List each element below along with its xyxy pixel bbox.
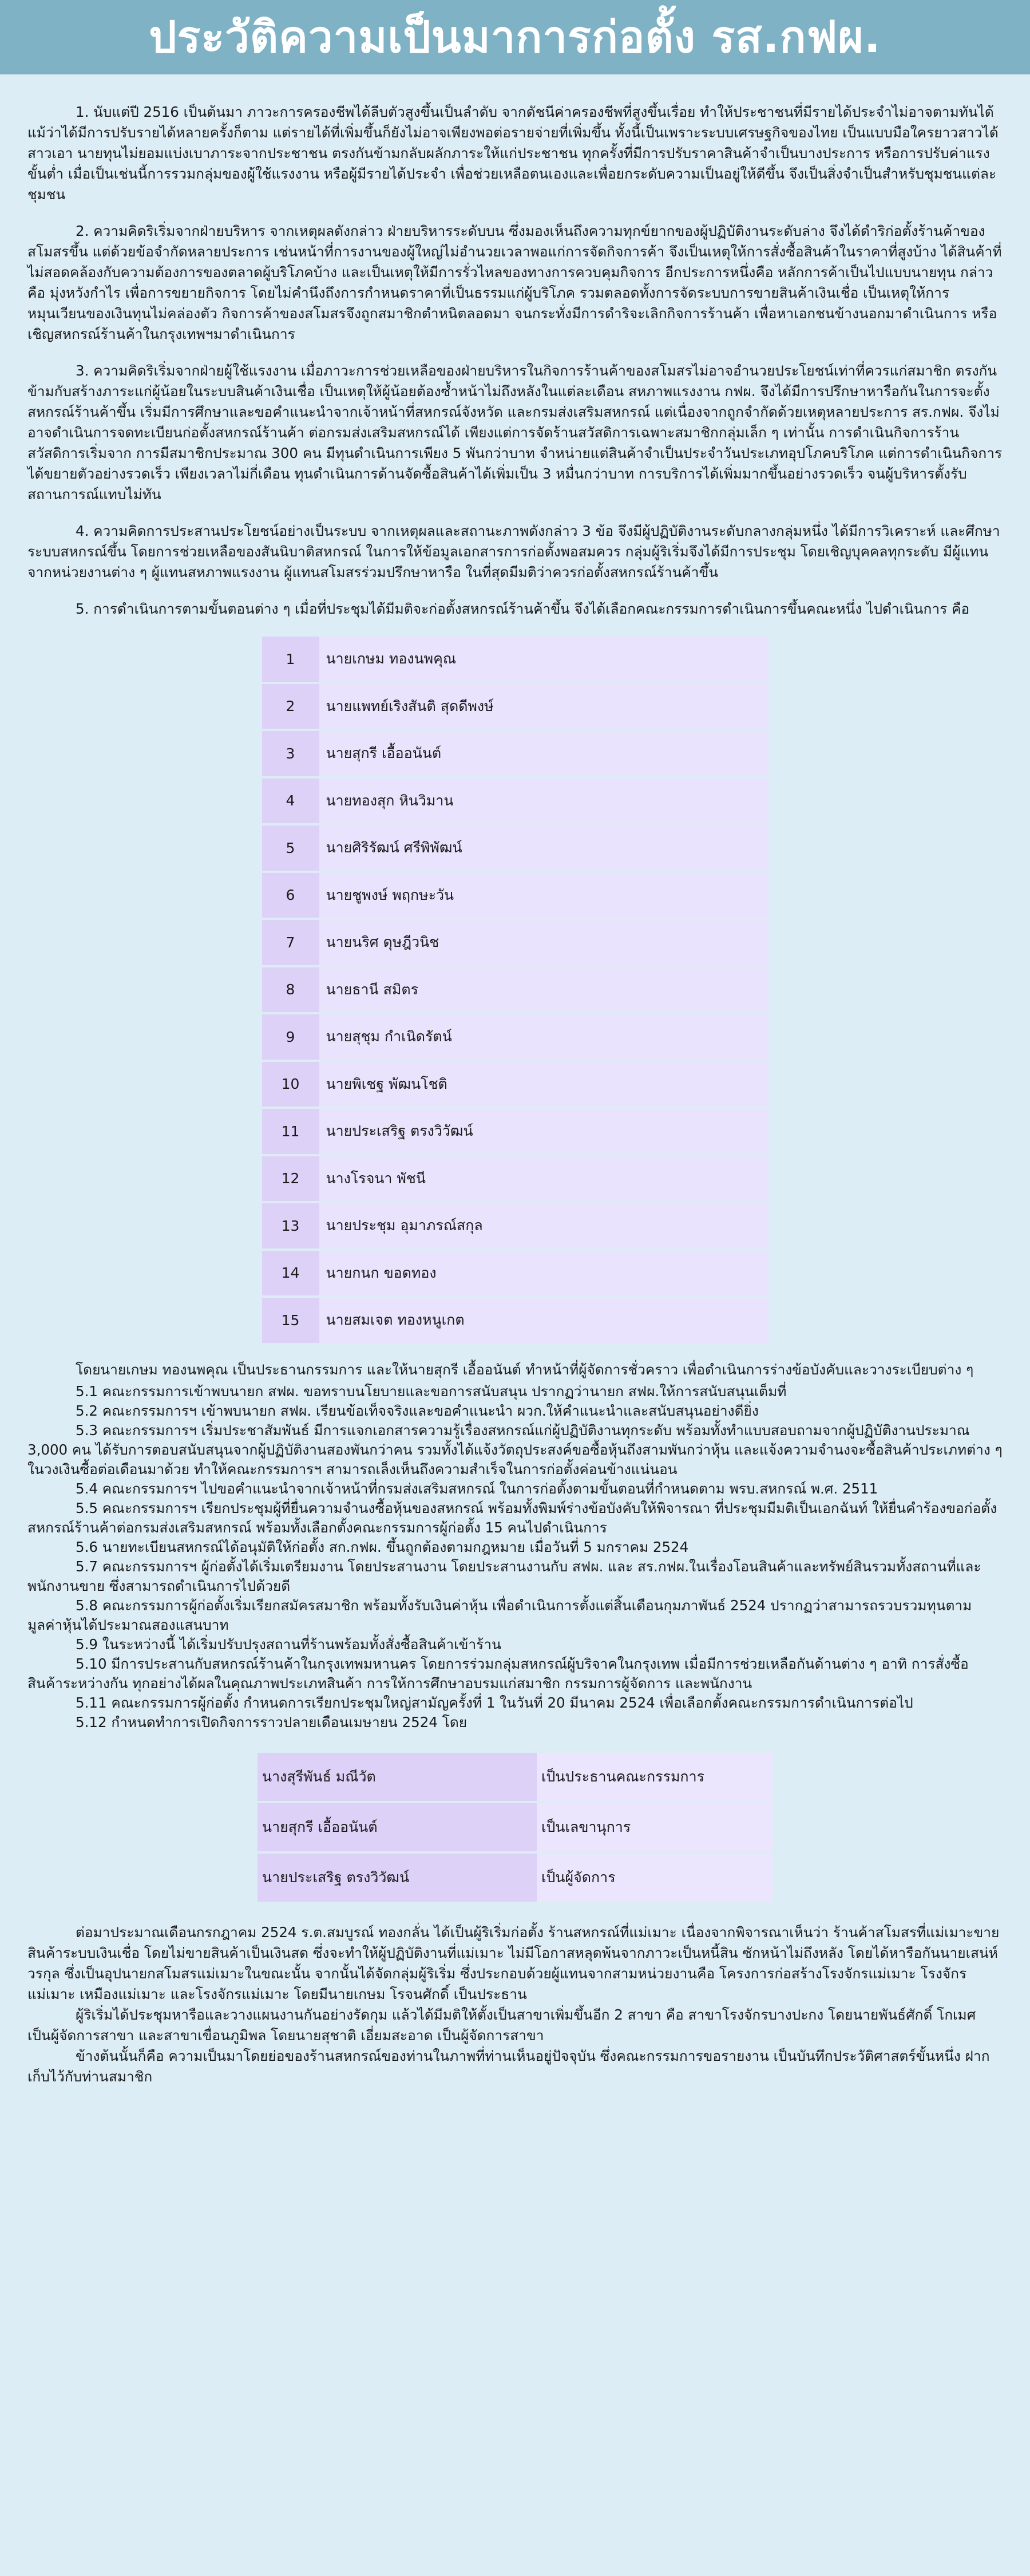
committee-member-name: นายพิเชฐ พัฒนโชติ [319,1060,768,1107]
committee-row [262,1012,768,1060]
committee-number: 3 [262,729,319,776]
committee-row [262,871,768,918]
committee-row [262,823,768,871]
committee-row [262,1154,768,1202]
committee-row [262,1295,768,1343]
committee-member-name: นายนริศ ดุษฎีวนิช [319,918,768,965]
closing-paragraph-2: ผู้ริเริ่มได้ประชุมหารือและวางแผนงานกันอย่างรัดกุม แล้วได้มีมติให้ตั้งเป็นสาขาเพิ่มขึ้นอีก 2 สาขา คือ สาขาโรงจักรบางปะกง โดยนายพันธ์ศักดิ์ โกเมศ เป็นผู้จัดการสาขา และสาขาเขื่อนภูมิพล โดยนายสุชาติ เอี่ยมสะอาด เป็นผู้จัดการสาขา [27,2006,976,2044]
committee-number: 2 [262,682,319,729]
committee-number: 8 [262,965,319,1013]
action-item: 5.8 คณะกรรมการผู้ก่อตั้งเริ่มเรียกสมัครสมาชิก พร้อมทั้งรับเงินค่าหุ้น เพื่อดำเนินการตั้งแต่สิ้นเดือนกุมภาพันธ์ 2524 ปรากฏว่าสามารถรวบรวมทุนตามมูลค่าหุ้นได้ประมาณสองแสนบาท [27,1597,972,1633]
paragraph-2: 2. ความคิดริเริ่มจากฝ่ายบริหาร จากเหตุผลดังกล่าว ฝ่ายบริหารระดับบน ซึ่งมองเห็นถึงความทุกข์ยากของผู้ปฏิบัติงานระดับล่าง จึงได้ดำริก่อตั้งร้านค้าของสโมสรขึ้น แต่ด้วยข้อจำกัดหลายประการ เช่นหน้าที่การงานของผู้ใหญ่ไม่อำนวยเวลาพอแก่การจัดกิจการค้า จึงเป็นเหตุให้การสั่งซื้อสินค้าในราคาที่สูงบ้าง ได้สินค้าที่ไม่สอดคล้องกับความต้องการของตลาดผู้บริโภคบ้าง และเป็นเหตุให้มีการรั่วไหลของทางการควบคุมกิจการ อีกประการหนึ่งคือ หลักการค้าเป็นไปแบบนายทุน กล่าวคือ มุ่งหวังกำไร เพื่อการขยายกิจการ โดยไม่คำนึงถึงการกำหนดราคาที่เป็นธรรมแก่ผู้บริโภค รวมตลอดทั้งการจัดระบบการขายสินค้าเงินเชื่อ เป็นเหตุให้การหมุนเวียนของเงินทุนไม่คล่องตัว กิจการค้าของสโมสรจึงถูกสมาชิกตำหนิตลอดมา จนกระทั่งมีการดำริจะเลิกกิจการร้านค้า เพื่อหาเอกชนข้างนอกมาดำเนินการ หรือเชิญสหกรณ์ร้านค้าในกรุงเทพฯมาดำเนินการ [27,223,1002,342]
committee-member-name: นายแพทย์เริงสันติ สุดดีพงษ์ [319,682,768,729]
paragraph-4: 4. ความคิดการประสานประโยชน์อย่างเป็นระบบ จากเหตุผลและสถานะภาพดังกล่าว 3 ข้อ จึงมีผู้ปฏิบัติงานระดับกลางกลุ่มหนึ่ง ได้มีการวิเคราะห์ และศึกษาระบบสหกรณ์ขึ้น โดยการช่วยเหลือของสันนิบาติสหกรณ์ ในการให้ข้อมูลเอกสารการก่อตั้งพอสมควร กลุ่มผู้ริเริ่มจึงได้มีการประชุม โดยเชิญบุคคลทุกระดับ มีผู้แทนจากหน่วยงานต่าง ๆ ผู้แทนสหภาพแรงงาน ผู้แทนสโมสรร่วมปรึกษาหารือ ในที่สุดมีมติว่าควรก่อตั้งสหกรณ์ร้านค้าขึ้น [27,523,1000,580]
committee-table [262,637,768,1343]
paragraph-1: 1. นับแต่ปี 2516 เป็นต้นมา ภาวะการครองชีพได้ลีบตัวสูงขึ้นเป็นลำดับ จากดัชนีค่าครองชีพที่สูงขึ้นเรื่อย ทำให้ประชาชนที่มีรายได้ประจำไม่อาจตามทันได้ แม้ว่าได้มีการปรับรายได้หลายครั้งก็ตาม แต่รายได้ที่เพิ่มขึ้นก็ยังไม่อาจเพียงพอต่อรายจ่ายที่เพิ่มขึ้น ทั้งนี้เป็นเพราะระบบเศรษฐกิจของไทย เป็นแบบมือใครยาวสาวได้สาวเอา นายทุนไม่ยอมแบ่งเบาภาระจากประชาชน ตรงกันข้ามกลับผลักภาระให้แก่ประชาชน ทุกครั้งที่มีการปรับราคาสินค้าจำเป็นบางประการ หรือการปรับค่าแรงขั้นต่ำ เมื่อเป็นเช่นนี้การรวมกลุ่มของผู้ใช้แรงงาน หรือผู้มีรายได้ประจำ เพื่อช่วยเหลือตนเองและเพื่อยกระดับความเป็นอยู่ให้ดีขึ้น จึงเป็นสิ่งจำเป็นสำหรับชุมชนแต่ละชุมชน [27,104,999,203]
officer-role: เป็นประธานคณะกรรมการ [537,1753,772,1801]
committee-row [262,1201,768,1249]
action-item: 5.11 คณะกรรมการผู้ก่อตั้ง กำหนดการเรียกประชุมใหญ่สามัญครั้งที่ 1 ในวันที่ 20 มีนาคม 2524 เพื่อเลือกตั้งคณะกรรมการดำเนินการต่อไป [76,1694,913,1711]
officer-row [258,1753,772,1801]
committee-row [262,918,768,965]
committee-member-name: นายเกษม ทองนพคุณ [319,637,768,682]
committee-member-name: นายประชุม อุมาภรณ์สกุล [319,1201,768,1249]
committee-row [262,1060,768,1107]
action-item: 5.9 ในระหว่างนี้ ได้เริ่มปรับปรุงสถานที่ร้านพร้อมทั้งสั่งซื้อสินค้าเข้าร้าน [76,1635,501,1653]
officer-role: เป็นผู้จัดการ [537,1851,772,1902]
closing-paragraph-1: ต่อมาประมาณเดือนกรกฎาคม 2524 ร.ต.สมบูรณ์ ทองกลั่น ได้เป็นผู้ริเริ่มก่อตั้ง ร้านสหกรณ์ที่แม่เมาะ เนื่องจากพิจารณาเห็นว่า ร้านค้าสโมสรที่แม่เมาะขายสินค้าระบบเงินเชื่อ โดยไม่ขายสินค้าเป็นเงินสด ซึ่งจะทำให้ผู้ปฏิบัติงานที่แม่เมาะ ไม่มีโอกาสหลุดพ้นจากภาวะเป็นหนี้สิน ซักหน้าไม่ถึงหลัง โดยได้หารือกันนายเสน่ห์ วรกุล ซึ่งเป็นอุปนายกสโมสรแม่เมาะในขณะนั้น จากนั้นได้จัดกลุ่มผู้ริเริ่ม ซึ่งประกอบด้วยผู้แทนจากสามหน่วยงานคือ โครงการก่อสร้างโรงจักรแม่เมาะ โรงจักรแม่เมาะ เหมืองแม่เมาะ และโรงจักรแม่เมาะ โดยมีนายเกษม โรจนศักดิ์ เป็นประธาน [27,1923,1000,2002]
main-content [0,74,1030,2087]
officer-row [258,1851,772,1902]
committee-row [262,776,768,824]
officer-name: นายประเสริฐ ตรงวิวัฒน์ [258,1851,537,1902]
committee-member-name: นายชูพงษ์ พฤกษะวัน [319,871,768,918]
action-item: 5.1 คณะกรรมการเข้าพบนายก สฟผ. ขอทราบนโยบายและขอการสนับสนุน ปรากฏว่านายก สฟผ.ให้การสนับสนุนเต็มที่ [76,1382,787,1400]
committee-member-name: นายสมเจต ทองหนูเกต [319,1295,768,1343]
paragraph-3: 3. ความคิดริเริ่มจากฝ่ายผู้ใช้แรงงาน เมื่อภาวะการช่วยเหลือของฝ่ายบริหารในกิจการร้านค้าของสโมสรไม่อาจอำนวยประโยชน์เท่าที่ควรแก่สมาชิก ตรงกันข้ามกับสร้างภาระแก่ผู้น้อยในระบบสินค้าเงินเชื่อ เป็นเหตุให้ผู้น้อยต้องซ้ำหน้าไม่ถึงหลังในแต่ละเดือน สหภาพแรงงาน กฟผ. จึงได้มีการปรึกษาหารือกันในการจะตั้งสหกรณ์ร้านค้าขึ้น เริ่มมีการศึกษาและขอคำแนะนำจากเจ้าหน้าที่สหกรณ์จังหวัด และกรมส่งเสริมสหกรณ์ แต่เนื่องจากถูกจำกัดด้วยเหตุหลายประการ สร.กฟผ. จึงไม่อาจดำเนินการจดทะเบียนก่อตั้งสหกรณ์ร้านค้า ต่อกรมส่งเสริมสหกรณ์ได้ เพียงแต่การจัดร้านสวัสดิการเฉพาะสมาชิกกลุ่มเล็ก ๆ เท่านั้น การดำเนินกิจการร้านสวัสดิการเริ่มจาก การมีสมาชิกประมาณ 300 คน มีทุนดำเนินการเพียง 5 พันกว่าบาท จำหน่ายแต่สินค้าจำเป็นประจำวันประเภทอุปโภคบริโภค แต่การดำเนินกิจการได้ขยายตัวอย่างรวดเร็ว เพียงเวลาไม่กี่เดือน ทุนดำเนินการด้านจัดซื้อสินค้าได้เพิ่มเป็น 3 หมื่นกว่าบาท การบริการได้เพิ่มมากขึ้นอย่างรวดเร็ว จนผู้บริหารตั้งรับสถานการณ์แทบไม่ทัน [27,362,1003,503]
officer-row [258,1801,772,1851]
action-item: 5.6 นายทะเบียนสหกรณ์ได้อนุมัติให้ก่อตั้ง สก.กฟผ. ขึ้นถูกต้องตามกฎหมาย เมื่อวันที่ 5 มกราคม 2524 [76,1538,689,1555]
officer-name: นายสุกรี เอื้ออนันต์ [258,1801,537,1851]
officer-role: เป็นเลขานุการ [537,1801,772,1851]
committee-number: 1 [262,637,319,682]
action-item: 5.10 มีการประสานกับสหกรณ์ร้านค้าในกรุงเทพมหานคร โดยการร่วมกลุ่มสหกรณ์ผู้บริจาคในกรุงเทพ เมื่อมีการช่วยเหลือกันด้านต่าง ๆ อาทิ การสั่งซื้อสินค้าระหว่างกัน ทุกอย่างได้ผลในคุณภาพประเภทสินค้า การให้การศึกษาอบรมแก่สมาชิก กรรมการผู้จัดการ และพนักงาน [27,1655,969,1692]
closing-paragraph-3: ข้างต้นนั้นก็คือ ความเป็นมาโดยย่อของร้านสหกรณ์ของท่านในภาพที่ท่านเห็นอยู่ปัจจุบัน ซึ่งคณะกรรมการขอรายงาน เป็นบันทึกประวัติศาสตร์ขั้นหนึ่ง ฝากเก็บไว้กับท่านสมาชิก [27,2047,990,2085]
committee-number: 7 [262,918,319,965]
committee-actions [27,1360,1003,1732]
committee-number: 10 [262,1060,319,1107]
closing-section [27,1922,1003,2087]
committee-row [262,729,768,776]
action-item: 5.3 คณะกรรมการฯ เริ่มประชาสัมพันธ์ มีการแจกเอกสารความรู้เรื่องสหกรณ์แก่ผู้ปฏิบัติงานทุกระดับ พร้อมทั้งทำแบบสอบถามจากผู้ปฏิบัติงานประมาณ 3,000 คน ได้รับการตอบสนับสนุนจากผู้ปฏิบัติงานสองพันกว่าคน รวมทั้งได้แจ้งวัตถุประสงค์ขอซื้อหุ้นถึงสามพันกว่าหุ้น และแจ้งความจำนงจะซื้อสินค้าประเภทต่าง ๆ ในวงเงินซื้อต่อเดือนมาด้วย ทำให้คณะกรรมการฯ สามารถเล็งเห็นถึงความสำเร็จในการก่อตั้งค่อนข้างแน่นอน [27,1421,1003,1477]
committee-row [262,1107,768,1154]
page-header [0,0,1030,74]
committee-member-name: นายธานี สมิตร [319,965,768,1013]
committee-row [262,637,768,682]
committee-member-name: นายศิริรัฒน์ ศรีพิพัฒน์ [319,823,768,871]
officers-table [258,1753,772,1902]
committee-number: 12 [262,1154,319,1202]
committee-number: 11 [262,1107,319,1154]
action-item: 5.2 คณะกรรมการฯ เข้าพบนายก สฟผ. เรียนข้อเท็จจริงและขอคำแนะนำ ผวก.ให้คำแนะนำและสนับสนุนอย่างดียิ่ง [76,1402,759,1419]
committee-number: 5 [262,823,319,871]
committee-number: 13 [262,1201,319,1249]
committee-row [262,1249,768,1296]
committee-number: 9 [262,1012,319,1060]
action-item: 5.7 คณะกรรมการฯ ผู้ก่อตั้งได้เริ่มเตรียมงาน โดยประสานงาน โดยประสานงานกับ สฟผ. และ สร.กฟผ.ในเรื่องโอนสินค้าและทรัพย์สินรวมทั้งสถานที่และพนักงานขาย ซึ่งสามารถดำเนินการไปด้วยดี [27,1558,981,1594]
action-item: 5.12 กำหนดทำการเปิดกิจการราวปลายเดือนเมษายน 2524 โดย [76,1713,468,1730]
committee-number: 15 [262,1295,319,1343]
committee-member-name: นายสุชุม กำเนิดรัตน์ [319,1012,768,1060]
committee-row [262,682,768,729]
committee-number: 14 [262,1249,319,1296]
committee-intro: โดยนายเกษม ทองนพคุณ เป็นประธานกรรมการ และให้นายสุกรี เอื้ออนันต์ ทำหน้าที่ผู้จัดการชั่วคราว เพื่อดำเนินการร่างข้อบังคับและวางระเบียบต่าง ๆ [76,1361,974,1378]
committee-member-name: นายทองสุก หินวิมาน [319,776,768,824]
committee-number: 4 [262,776,319,824]
action-item: 5.4 คณะกรรมการฯ ไปขอคำแนะนำจากเจ้าหน้าที่กรมส่งเสริมสหกรณ์ ในการก่อตั้งตามขั้นตอนที่กำหนดตาม พรบ.สหกรณ์ พ.ศ. 2511 [76,1480,878,1497]
page-title: ประวัติความเป็นมาการก่อตั้ง รส.กฟผ. [149,11,881,62]
committee-member-name: นายสุกรี เอื้ออนันต์ [319,729,768,776]
committee-member-name: นายกนก ขอดทอง [319,1249,768,1296]
committee-row [262,965,768,1013]
committee-member-name: นายประเสริฐ ตรงวิวัฒน์ [319,1107,768,1154]
committee-member-name: นางโรจนา พัชนี [319,1154,768,1202]
action-item: 5.5 คณะกรรมการฯ เรียกประชุมผู้ที่ยื่นความจำนงซื้อหุ้นของสหกรณ์ พร้อมทั้งพิมพ์ร่างข้อบังคับให้พิจารณา ที่ประชุมมีมติเป็นเอกฉันท์ ให้ยื่นคำร้องขอก่อตั้งสหกรณ์ร้านค้าต่อกรมส่งเสริมสหกรณ์ พร้อมทั้งเลือกตั้งคณะกรรมการผู้ก่อตั้ง 15 คนไปดำเนินการ [27,1499,997,1536]
committee-number: 6 [262,871,319,918]
officer-name: นางสุรีพันธ์ มณีวัต [258,1753,537,1801]
paragraph-5: 5. การดำเนินการตามขั้นตอนต่าง ๆ เมื่อที่ประชุมได้มีมติจะก่อตั้งสหกรณ์ร้านค้าขึ้น จึงได้เลือกคณะกรรมการดำเนินการขึ้นคณะหนึ่ง ไปดำเนินการ คือ [76,600,970,617]
